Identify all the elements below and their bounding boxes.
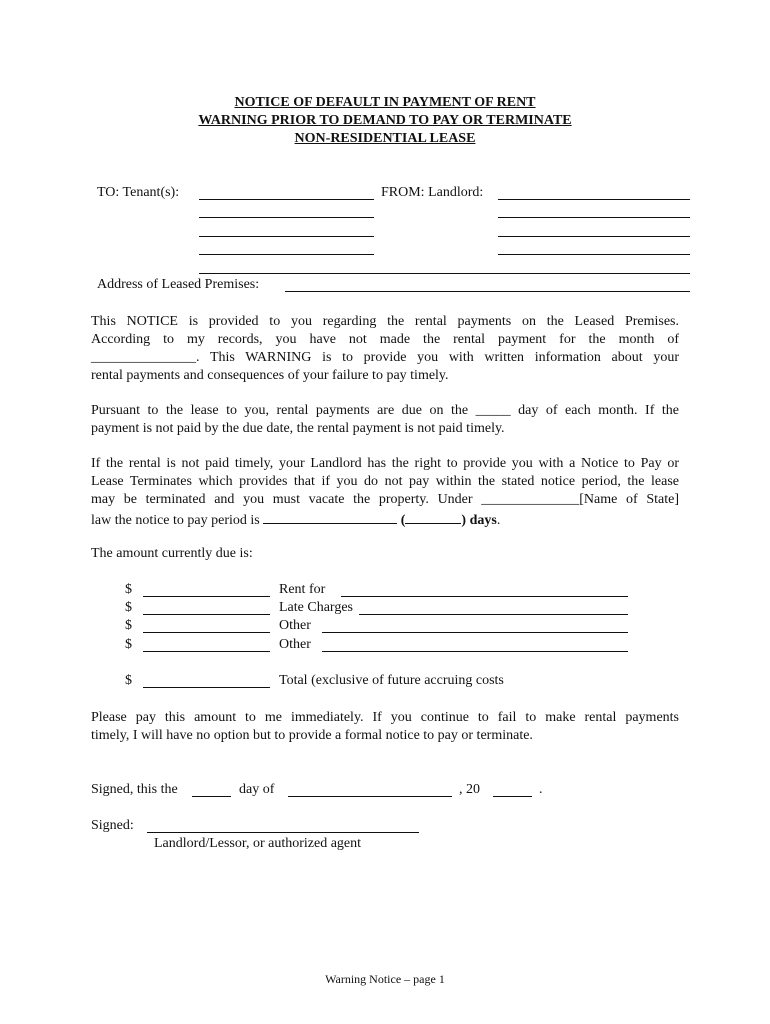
pay-line-1: Please pay this amount to me immediately. If you continue to fail to make rental payments	[91, 710, 679, 725]
year-prefix: , 20	[459, 782, 480, 797]
pay-request-paragraph	[91, 709, 679, 745]
tenant-line-4[interactable]	[199, 254, 374, 255]
total-label: Total (exclusive of future accruing costs	[279, 673, 504, 688]
landlord-line-3[interactable]	[498, 236, 690, 237]
signed-date-prefix: Signed, this the	[91, 782, 178, 797]
late-desc-blank[interactable]	[359, 614, 628, 615]
rights-line-3: may be terminated and you must vacate the property. Under ______________[Name of State]	[91, 492, 679, 507]
other1-desc-blank[interactable]	[322, 632, 628, 633]
rent-amount-blank[interactable]	[143, 596, 270, 597]
days-open-paren: (	[400, 513, 406, 528]
late-charges-label: Late Charges	[279, 600, 353, 615]
total-amount-blank[interactable]	[143, 687, 270, 688]
landlord-line-2[interactable]	[498, 217, 690, 218]
tenant-line-3[interactable]	[199, 236, 374, 237]
days-blank[interactable]	[405, 509, 461, 524]
page-footer: Warning Notice – page 1	[325, 972, 445, 986]
amount-intro: The amount currently due is:	[91, 546, 253, 561]
title-line-2: WARNING PRIOR TO DEMAND TO PAY OR TERMINATE	[198, 113, 572, 128]
signed-label: Signed:	[91, 818, 134, 833]
tenant-label: TO: Tenant(s):	[97, 185, 180, 200]
other1-amount-blank[interactable]	[143, 632, 270, 633]
due-line-2: payment is not paid by the due date, the rental payment is not paid timely.	[91, 421, 505, 436]
pay-line-2: timely, I will have no option but to provide a formal notice to pay or terminate.	[91, 728, 533, 743]
address-line-1[interactable]	[199, 273, 690, 274]
rent-label: Rent for	[279, 582, 326, 597]
month-blank[interactable]	[288, 796, 452, 797]
title-line-3: NON-RESIDENTIAL LEASE	[294, 131, 476, 146]
notice-period-blank[interactable]	[263, 509, 397, 524]
notice-line-4: rental payments and consequences of your failure to pay timely.	[91, 368, 449, 383]
other2-amount-blank[interactable]	[143, 651, 270, 652]
year-blank[interactable]	[493, 796, 532, 797]
dollar-sign: $	[125, 637, 132, 652]
rights-paragraph	[91, 455, 679, 527]
tenant-line-1[interactable]	[199, 199, 374, 200]
address-label: Address of Leased Premises:	[97, 277, 260, 292]
day-of-label: day of	[239, 782, 275, 797]
rent-desc-blank[interactable]	[341, 596, 628, 597]
due-date-paragraph	[91, 402, 679, 438]
days-label: ) days	[461, 513, 497, 528]
signature-line[interactable]	[147, 832, 419, 833]
due-line-1: Pursuant to the lease to you, rental payments are due on the _____ day of each month. If the	[91, 403, 679, 418]
date-period: .	[539, 782, 543, 797]
other-label-2: Other	[279, 637, 311, 652]
tenant-line-2[interactable]	[199, 217, 374, 218]
landlord-line-1[interactable]	[498, 199, 690, 200]
notice-paragraph	[91, 313, 679, 385]
title-line-1: NOTICE OF DEFAULT IN PAYMENT OF RENT	[234, 95, 536, 110]
other2-desc-blank[interactable]	[322, 651, 628, 652]
rights-line-1: If the rental is not paid timely, your Landlord has the right to provide you with a Notice to Pay or	[91, 456, 679, 471]
dollar-sign: $	[125, 582, 132, 597]
notice-line-1: This NOTICE is provided to you regarding the rental payments on the Leased Premises.	[91, 314, 679, 329]
dollar-sign: $	[125, 600, 132, 615]
other-label-1: Other	[279, 618, 311, 633]
dollar-sign: $	[125, 673, 132, 688]
late-amount-blank[interactable]	[143, 614, 270, 615]
rights-line-4	[91, 509, 679, 527]
address-line-2[interactable]	[285, 291, 690, 292]
notice-line-3: _______________. This WARNING is to provide you with written information about your	[91, 350, 679, 365]
landlord-label: FROM: Landlord:	[381, 185, 484, 200]
notice-period-text: law the notice to pay period is	[91, 513, 264, 528]
notice-line-2: According to my records, you have not made the rental payment for the month of	[91, 332, 679, 347]
rights-line-2: Lease Terminates which provides that if you do not pay within the stated notice period, the lease	[91, 474, 679, 489]
day-blank[interactable]	[192, 796, 231, 797]
period-mark: .	[496, 513, 501, 528]
dollar-sign: $	[125, 618, 132, 633]
signer-caption: Landlord/Lessor, or authorized agent	[154, 836, 362, 851]
landlord-line-4[interactable]	[498, 254, 690, 255]
